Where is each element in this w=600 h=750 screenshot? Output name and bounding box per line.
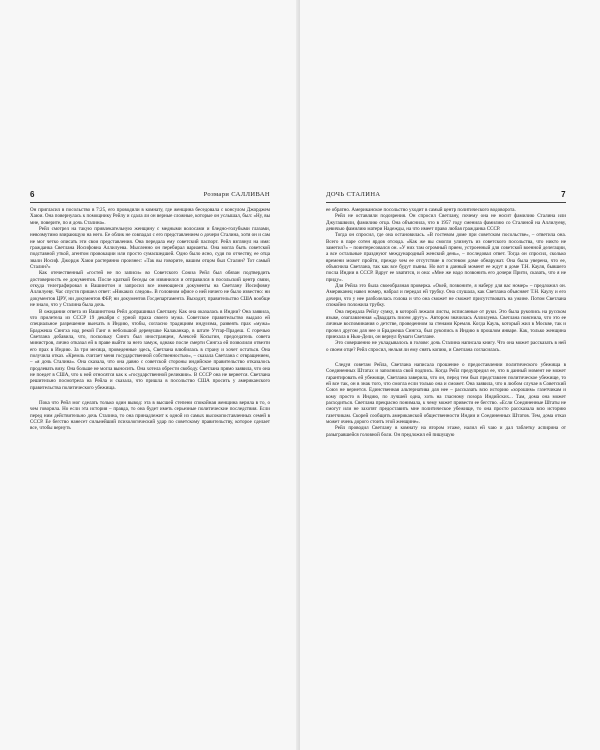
right-page-body [326,207,566,732]
left-page-body [30,207,270,732]
paragraph: Он пригласил в посольство в 7:25, его проводили в комнату, где женщина беседовала с консулом Джорджем Хаюи. Она повернулась к помощнику Рейлу и сдала ли он верные сложные, которые он услышал, был: «Ну, вы мне, поверите, по я дочь Сталина». [30,207,270,226]
left-page-number: 6 [30,190,35,199]
right-page-number: 7 [561,190,566,199]
left-page-header [30,190,270,203]
right-running-title: ДОЧЬ СТАЛИНА [326,191,381,198]
paragraph: Рейл смотрел на такую привлекательную женщину с медными волосами и бледно-голубыми глазами, невозмутимо взирающую на него. Ее облик не совпадал с его представлением о дочери Сталина, хотя он и сам не мог четко описать эти свои представления. Она передала ему советский паспорт. Рейл взглянул на имя: гражданка Светлана Иосифовна Аллилуева. Мысленно он перебирал варианты. Она могла быть советской подставной уткой, агентом провокации или просто сумасшедшей. Одно было ясно, судя по отчеству, ее отца звали Иосиф. Джордж Хаюи растерянно произнес: «Так вы говорите, вашим отцом был Сталин? Тот самый Сталин?» [30,226,270,271]
right-page [300,0,600,750]
paragraph: В ожидании ответа из Вашингтона Рейл допрашивал Светлану. Как она оказалась в Индии? Она заявила, что прилетела из СССР 19 декабря с урной праха своего мужа. Советское правительство выдало ей специальное разрешение выехать в Индию, чтобы, согласно традициям индуизма, развеять прах «мужа» Браджеша Сингха над рекой Ганг в небольшой деревушке Калаканкар, в штате Уттар-Прадеш. С горечью Светлана добавила, что, поскольку Сингх был иностранцем, Алексей Косыгин, председатель совета министров, лично отказал ей в праве выйти за него замуж, однако после смерти Сингха ей позволили отвезти его прах в Индию. За три месяца, проведенные здесь, Светлана влюбилась в страну и хочет остаться. Она получила отказ. «Кремль считает меня государственной собственностью», – сказала Светлана с отвращением, – «я дочь Сталина». Она сказала, что она давно с советской стороны индийское правительство отказалось продлевать визу. Она больше не могла выносить. Она хотела обрести свободу. Светлана прямо заявила, что она не поедет в США, что к ней относятся как к «государственной реликвии». В СССР она не вернется. Светлана решительно посмотрела на Рейла и сказала, что пришла в посольство США просить у американского правительства политического убежища. [30,308,270,391]
right-page-header [326,190,566,203]
paragraph: Для Рейла это была своеобразная проверка. «Окей, позвоните, я наберу для вас номер» – предложил он. Американец навел номер, набрал и передал ей трубку. Она слушала, как Светлана объясняет Т.Н. Каулу и его дочери, что у нее разболелась голова и что она сможет не сможет присутствовать на ужине. Потом Светлана спокойно положила трубку. [326,283,566,309]
paragraph: Рейл не оставляли подозрения. Он спросил Светлану, почему она не носит фамилию Сталина или Джугашвили, фамилию отца. Она объяснила, что в 1957 году сменила фамилию со Сталиной на Аллилуеву, девичью фамилию матери Надежды, на что имеет право любая гражданка СССР. [326,213,566,233]
paragraph: Как отечественный «гостей не по записи» во Советского Союза Рейл был обязан подтвердить достоверность ее документов. После краткой беседы он извинился и отправился в посольский центр связи, откуда телеграфировал в Вашингтон и запросил все имеющиеся документы на Светлану Иосифовну Аллилуеву. Час спустя пришел ответ: «Никаких следов». В головном офисе о ней ничего не было известно: ни документов ЦРУ, ни документов ФБР, ни документов Госдепартамента. Выходит, правительство США вообще не знало, что у Сталина была дочь. [30,270,270,309]
paragraph: Тогда он спросил, где она остановилась. «В гостевом доме при советском посольстве», – ответила она. Всего в паре сотен ярдов отсюда. «Как же вы смогли улизнуть из советского посольства, что никто не заметил?» – поинтересовался он. «У них там огромный прием, устроенный для советской военной делегации, а все остальные празднуют международный женский день», – последовал ответ. Тогда он спросил, сколько времени может пройти, прежде чем ее отсутствие в гостевом доме обнаружат. Она была уверена, что ее, объяснила Светлана, так как все будут пьяны. Но вот в данный момент ее ждут в доме Т.Н. Кауля, бывшего посла Индии в СССР. Вдруг ее хватятся, и она: «Мне же надо позвонить его дочери Прити, сказать, что я не приду». [326,232,566,283]
paragraph: Следуя советам Рейла, Светлана написала прошение о предоставлении политического убежища в Соединенных Штатах и заполнила свой подпись. Когда Рейл предупредил ее, что в данный момент не может гарантировать ей убежище, Светлана заверила, что он, перед тем был представлен политическое убежище, то ей все так, он в знак того, что смогла если только она и сможет. Она заявила, что в любом случае в Советский Союз не вернется. Единственная альтернатива для нее – рассказать всю историю «хорошим» газетчикам и кому просто в Индию, по лучшей одна, хоть на гласному позора Индийских... Там, дома она может расходиться. Светлана прекрасно понимала, к чему может привести ее бегство. «Если Соединенные Штаты не смогут или не захотят предоставить мне политическое убежище, то она просто рассказала всю историю газетчикам. Скорей сообщить американской общественности Индии и Соединенных Штатов. Тем, дома отказ может очень дорого стоить этой женщине». [326,361,566,425]
paragraph: ее обратно. Американское посольство уходит в самый центр политического водоворота. [326,207,516,213]
paragraph: Пока что Рейл мог сделать только один вывод: эта в высшей степени спокойная женщина верила в то, о чем говорила. Но если эта история – правда, то она будет иметь серьезные политические последствия. Если перед ним действительно дочь Сталина, то она принадлежит к одной из самых высокопоставленных семей в СССР. Ее бегство нанесет сильнейший психологический удар по советскому правительству, которое сделает все, чтобы вернуть [30,399,270,432]
paragraph: Это совершенно не укладывалось в голове: дочь Сталина написала книгу. Что она может рассказать в ней о своем отце? Рейл спросил, нельзя ли ему снять копию, и Светлана согласилась. [326,340,566,353]
paragraph: Она передала Рейлу сумку, в которой лежали листы, исписанные от руки. Это была рукопись на русском языке, озаглавленная «Двадцать писем другу». Автором значилась Аллилуева. Светлана пояснила, что это ее личные воспоминания о детстве, проведенном за стенами Кремля. Когда Кауль, который жил в Москве, так и прочел другом для нее и Браджеша Сингха, был рукопись в Индию в прошлом январе. Как, только женщина приехала в Нью-Дели, он вернул бумаги Светлане. [326,308,566,340]
paragraph: Рейл проводил Светлану в комнату на втором этаже, налил ей чаю и дал таблетку аспирина от разыгравшейся головной боли. Он предложил ей пишущую [326,425,566,438]
left-running-title: Розмари САЛЛИВАН [203,191,270,198]
